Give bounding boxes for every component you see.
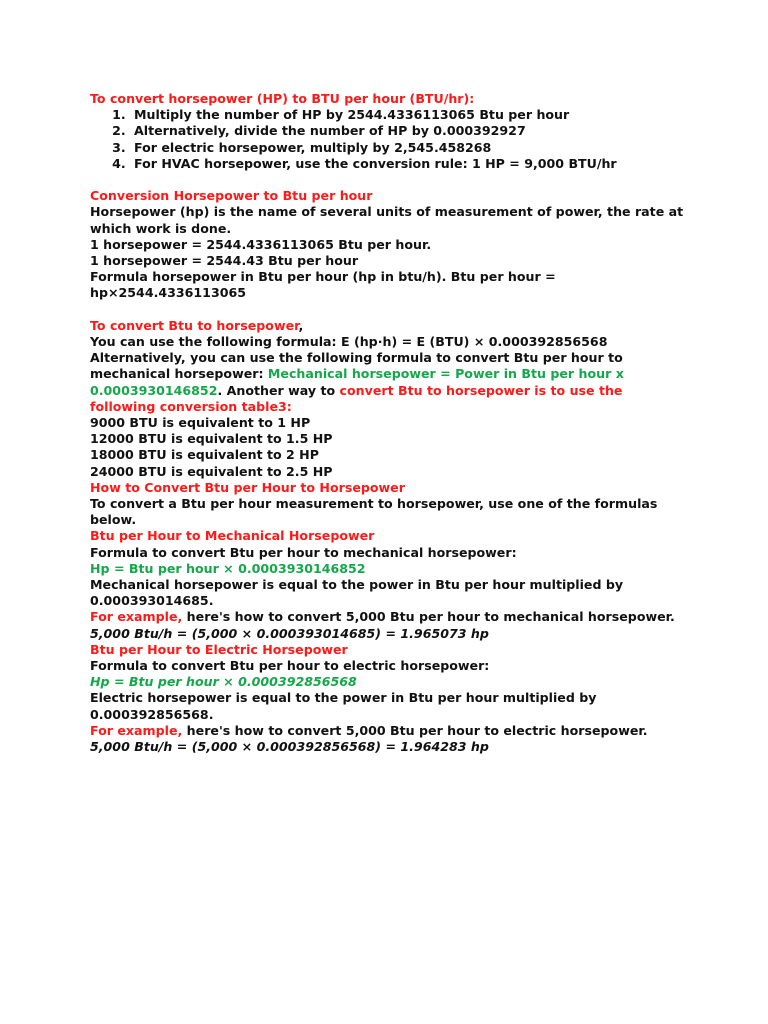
spacer (90, 172, 690, 188)
example-label: For example, (90, 609, 183, 625)
heading-comma: , (298, 317, 304, 333)
hp-btu-formula: Formula horsepower in Btu per hour (hp in btu/h). Btu per hour = hp×2544.4336113065 (90, 269, 556, 301)
example-text: here's how to convert 5,000 Btu per hour to mechanical horsepower. (182, 609, 675, 625)
hp-to-btu-heading: To convert horsepower (HP) to BTU per hour (BTU/hr): (90, 91, 475, 106)
alternative-intro: Alternatively, you can use the following formula to convert Btu per hour to mechanical horsepower: (90, 350, 623, 382)
mechanical-explanation: Mechanical horsepower is equal to the power in Btu per hour multiplied by 0.000393014685. (90, 577, 624, 609)
equation-rounded: 1 horsepower = 2544.43 Btu per hour (90, 253, 359, 269)
electric-formula-label: Formula to convert Btu per hour to electric horsepower: (90, 658, 490, 674)
btu-to-hp-heading-text: To convert Btu to horsepower (90, 317, 299, 333)
electric-example-calc: 5,000 Btu/h = (5,000 × 0.000392856568) = 1.964283 hp (90, 739, 489, 755)
btu-to-hp-heading (90, 318, 690, 334)
step-item: 1. Multiply the number of HP by 2544.4336113065 Btu per hour (130, 107, 690, 123)
energy-formula: You can use the following formula: E (hp·h) = E (BTU) × 0.000392856568 (90, 334, 608, 350)
spacer (90, 302, 690, 318)
document-body (90, 91, 690, 755)
table-row: 12000 BTU is equivalent to 1.5 HP (90, 431, 333, 447)
conversion-heading: Conversion Horsepower to Btu per hour (90, 188, 373, 204)
electric-example (90, 723, 690, 739)
horsepower-definition: Horsepower (hp) is the name of several units of measurement of power, the rate at which work is done. (90, 204, 684, 236)
how-to-convert-heading: How to Convert Btu per Hour to Horsepower (90, 479, 405, 495)
mechanical-example-calc: 5,000 Btu/h = (5,000 × 0.000393014685) = 1.965073 hp (90, 625, 489, 641)
mechanical-hp-formula: Mechanical horsepower = Power in Btu per hour x 0.0003930146852 (90, 366, 624, 398)
alternative-formula-paragraph (90, 350, 690, 415)
table-row: 9000 BTU is equivalent to 1 HP (90, 415, 311, 431)
table-row: 24000 BTU is equivalent to 2.5 HP (90, 463, 333, 479)
example-label: For example, (90, 722, 183, 738)
how-to-convert-intro: To convert a Btu per hour measurement to horsepower, use one of the formulas below. (90, 496, 658, 528)
step-item: 4. For HVAC horsepower, use the conversion rule: 1 HP = 9,000 BTU/hr (130, 156, 690, 172)
conversion-table-link-text: convert Btu to horsepower is to use the following conversion table3: (90, 382, 623, 414)
step-item: 3. For electric horsepower, multiply by 2,545.458268 (130, 140, 690, 156)
step-item: 2. Alternatively, divide the number of HP by 0.000392927 (130, 123, 690, 139)
electric-hp-heading: Btu per Hour to Electric Horsepower (90, 641, 348, 657)
example-text: here's how to convert 5,000 Btu per hour to electric horsepower. (182, 722, 648, 738)
mechanical-formula: Hp = Btu per hour × 0.0003930146852 (90, 560, 366, 576)
electric-formula: Hp = Btu per hour × 0.000392856568 (90, 674, 357, 690)
equation-exact: 1 horsepower = 2544.4336113065 Btu per hour. (90, 236, 432, 252)
hp-to-btu-steps (90, 107, 690, 172)
mechanical-hp-heading: Btu per Hour to Mechanical Horsepower (90, 528, 375, 544)
another-way-text: . Another way to (217, 382, 340, 398)
mechanical-example (90, 609, 690, 625)
electric-explanation: Electric horsepower is equal to the power in Btu per hour multiplied by 0.000392856568. (90, 690, 597, 722)
table-row: 18000 BTU is equivalent to 2 HP (90, 447, 319, 463)
mechanical-formula-label: Formula to convert Btu per hour to mechanical horsepower: (90, 544, 517, 560)
